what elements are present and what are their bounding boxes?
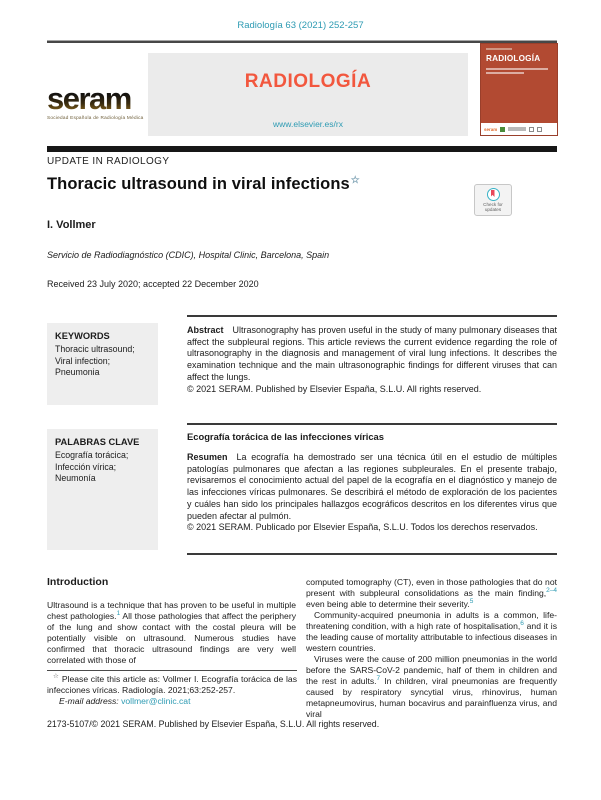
seram-logo-word: seram	[47, 84, 147, 114]
abstract-rule	[187, 315, 557, 317]
abstract-es-text: Resumen La ecografía ha demostrado ser una técnica útil en el estudio de múltiples patologías pulmonares que afectan a las regiones subpleurales. En el presente trabajo, revisaremos el conocimiento actual del papel de la ecografía en el diagnóstico y manejo de las infecciones víricas pulmonares. Se describirá el método de exploración de los pacientes y cuáles han sido los principales hallazgos ecográficos descritos en los diferentes virus que pueden afectar al pulmón.	[187, 452, 557, 521]
introduction-heading: Introduction	[47, 576, 109, 588]
keyword-item: Ecografía torácica;	[55, 450, 129, 460]
issn-copyright-line: 2173-5107/© 2021 SERAM. Published by Elsevier España, S.L.U. All rights reserved.	[47, 719, 380, 729]
keyword-item: Thoracic ultrasound;	[55, 344, 135, 354]
journal-citation: Radiología 63 (2021) 252-257	[237, 20, 364, 31]
body-paragraph: Community-acquired pneumonia in adults is a common, life-threatening condition, with a high rate of hospitalisation,$^6$ and it is the leading cause of mortality attributable to infectious diseases in western countries.	[306, 610, 557, 653]
seram-logo-tagline: Sociedad Española de Radiología Médica	[47, 115, 144, 120]
journal-url-link[interactable]: www.elsevier.es/rx	[273, 119, 343, 129]
keywords-title: KEYWORDS	[55, 331, 110, 341]
article-title-text: Thoracic ultrasound in viral infections	[47, 175, 350, 193]
keywords-box-es	[47, 429, 158, 550]
email-link[interactable]: vollmer@clinic.cat	[121, 695, 191, 706]
keyword-item: Viral infection;	[55, 355, 111, 366]
cover-publisher-strip	[481, 123, 557, 135]
article-title	[47, 175, 360, 194]
journal-cover-thumbnail	[480, 43, 558, 136]
header-divider-rule	[47, 146, 557, 152]
crossmark-icon	[487, 188, 500, 201]
cover-volume-placeholder	[486, 48, 512, 50]
abstract-rule	[187, 423, 557, 425]
email-line: E-mail address: vollmer@clinic.cat	[59, 695, 191, 706]
body-paragraph: Viruses were the cause of 200 million pneumonias in the world before the SARS-CoV-2 pandemic, half of them in children and the rest in adults.$^7$ In children, viral pneumonias are frequently caused by respiratory syncytial virus, rhinovirus, human metapneumovirus, human bocavirus and parainfluenza virus, and viral	[306, 654, 557, 719]
cover-partner-logo-icon	[500, 127, 505, 132]
title-footnote-star-icon: ☆	[350, 175, 360, 186]
body-column-left	[47, 600, 296, 666]
cover-title: RADIOLOGÍA	[486, 54, 541, 63]
abstract-en	[187, 325, 557, 395]
author-affiliation: Servicio de Radiodiagnóstico (CDIC), Hospital Clinic, Barcelona, Spain	[47, 250, 330, 260]
cover-subtitle-line	[486, 68, 548, 70]
keywords-box-en	[47, 323, 158, 405]
body-column-right	[306, 577, 557, 720]
cover-partner-logo-icon	[529, 127, 534, 132]
seram-logo	[47, 81, 147, 120]
keyword-item: Infección vírica;	[55, 461, 117, 472]
keyword-item: Pneumonia	[55, 367, 100, 377]
received-accepted-dates: Received 23 July 2020; accepted 22 December 2020	[47, 279, 259, 289]
journal-banner-title: RADIOLOGÍA	[244, 71, 372, 92]
abstract-en-text: Abstract Ultrasonography has proven useful in the study of many pulmonary diseases that affect the subpleural regions. This article reviews the current evidence regarding the role of ultrasonography in the diagnosis and management of viral lung infections. It describes the examination technique and the main ultrasonographic findings for different viruses that can affect the lungs.	[187, 325, 557, 382]
bookmark-icon	[491, 190, 495, 197]
abstract-es-heading: Ecografía torácica de las infecciones víricas	[187, 431, 384, 442]
keyword-item: Neumonía	[55, 473, 96, 483]
abstract-es-copyright: © 2021 SERAM. Publicado por Elsevier España, S.L.U. Todos los derechos reservados.	[187, 522, 538, 533]
author-name: I. Vollmer	[47, 219, 96, 231]
cover-subtitle-line	[486, 72, 524, 74]
cover-seram-logo: seram	[484, 126, 498, 132]
cite-as-note: ☆ Please cite this article as: Vollmer I. Ecografía torácica de las infecciones víricas. Radiología. 2021;63:252-257.	[47, 673, 298, 695]
footnote	[47, 674, 297, 706]
intro-paragraph: Ultrasound is a technique that has proven to be useful in multiple chest pathologies.$^1$ All those pathologies that affect the periphery of the lung and show contact with the costal pleura will be potentially visible on ultrasound. Numerous studies have confirmed that thoracic ultrasound findings are very well correlated with those of	[47, 600, 296, 665]
check-for-updates-badge[interactable]	[474, 184, 512, 216]
abstract-rule	[187, 553, 557, 555]
journal-banner	[148, 53, 468, 136]
cover-partner-logo-icon	[537, 127, 542, 132]
body-paragraph: computed tomography (CT), even in those pathologies that do not present with subpleural consolidations as the main finding,$^{2-4}$ even being able to determine their severity.$^5$	[306, 577, 557, 609]
keywords-title: PALABRAS CLAVE	[55, 437, 140, 447]
footnote-rule	[47, 670, 297, 671]
check-for-updates-label: Check for updates	[483, 202, 503, 212]
section-label: UPDATE IN RADIOLOGY	[47, 156, 170, 167]
abstract-en-copyright: © 2021 SERAM. Published by Elsevier España, S.L.U. All rights reserved.	[187, 383, 482, 394]
cover-partner-logo-icon	[508, 127, 526, 131]
abstract-es	[187, 452, 557, 534]
